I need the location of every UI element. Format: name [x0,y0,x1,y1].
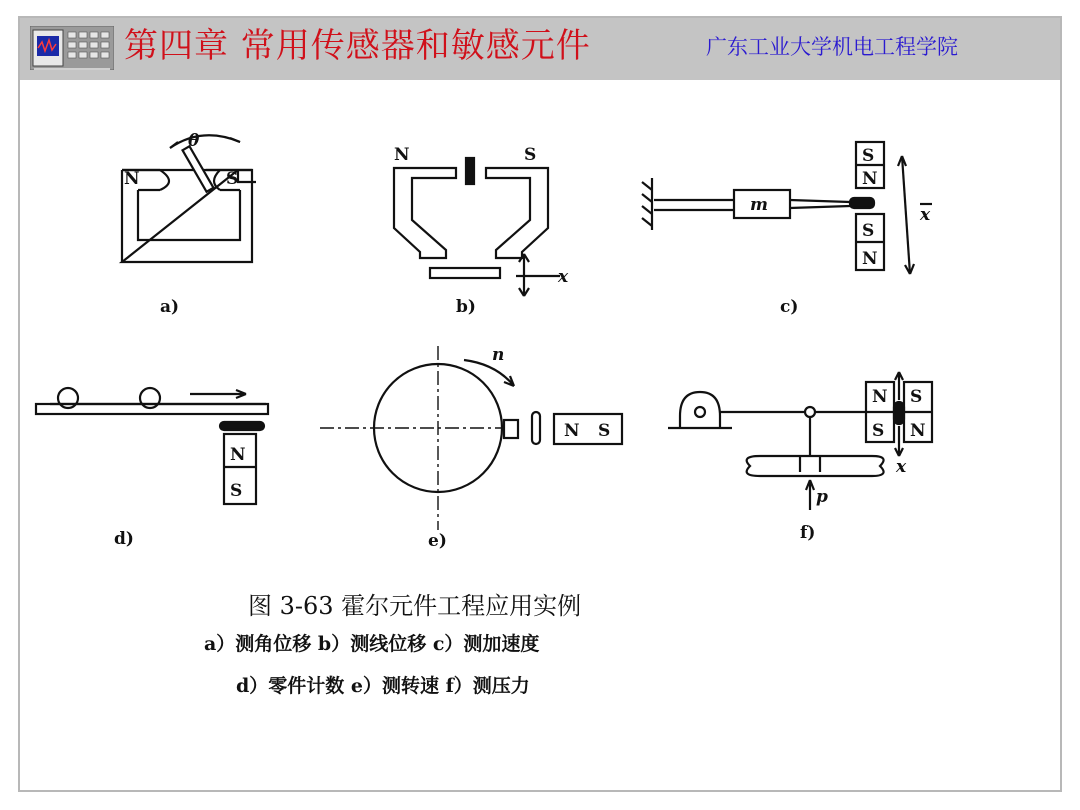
panel-d-pole-s: S [230,481,243,501]
oscilloscope-instrument-icon [30,26,114,70]
panel-e-n: n [492,345,505,365]
panel-c-n2: N [862,249,878,269]
panel-e-pole-n: N [564,421,580,441]
panel-b-pole-s: S [524,145,537,165]
panel-f-p: p [816,487,828,507]
panel-c-mass: m [750,195,768,215]
panel-c-x: x [920,205,931,225]
hall-element-figure [20,110,1020,730]
panel-a-label: a) [160,297,180,317]
panel-c-s1: S [862,146,875,166]
panel-f-x: x [896,457,907,477]
panel-d-label: d) [114,529,134,549]
panel-c-label: c) [780,297,799,317]
figure-caption-line2: d）零件计数 e）测转速 f）测压力 [236,675,530,697]
panel-c-n1: N [862,169,878,189]
panel-a-pole-n: N [124,169,140,189]
panel-a-pole-s: S [226,169,239,189]
panel-f-n2: N [910,421,926,441]
panel-d-pole-n: N [230,445,246,465]
panel-b-diagram [394,158,560,296]
panel-f-diagram [668,372,932,510]
panel-f-n1: N [872,387,888,407]
panel-f-s1: S [910,387,923,407]
panel-b-label: b) [456,297,476,317]
chapter-title: 第四章 常用传感器和敏感元件 [124,26,591,66]
panel-b-x: x [558,267,569,287]
panel-a-diagram [122,135,256,262]
panel-e-pole-s: S [598,421,611,441]
panel-f-label: f) [800,523,816,543]
figure-caption-title: 图 3-63 霍尔元件工程应用实例 [248,592,582,620]
panel-b-pole-n: N [394,145,410,165]
panel-c-diagram [642,142,932,274]
panel-c-s2: S [862,221,875,241]
school-name: 广东工业大学机电工程学院 [706,35,958,59]
panel-e-label: e) [428,531,447,551]
panel-f-s2: S [872,421,885,441]
figure-caption-line1: a）测角位移 b）测线位移 c）测加速度 [204,633,540,655]
panel-a-theta: θ [188,131,200,151]
